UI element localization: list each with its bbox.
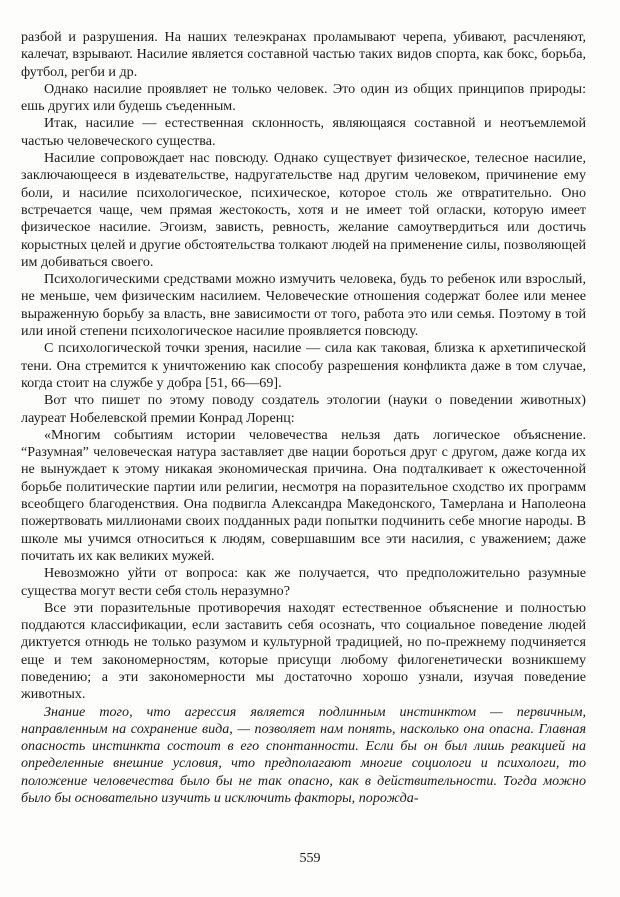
paragraph: разбой и разрушения. На наших телеэкранах проламывают черепа, убивают, расчленяют, калечат, взрывают. Насилие является составной частью таких видов спорта, как бокс, борьба, футбол, регби и др.	[21, 29, 586, 80]
paragraph: С психологической точки зрения, насилие — сила как таковая, близка к архетипической тени. Она стремится к уничтожению как способу разрешения конфликта даже в том случае, когда стоит на службе у добра [51, 66—69].	[21, 340, 586, 391]
body-text	[21, 29, 586, 807]
paragraph: Вот что пишет по этому поводу создатель этологии (науки о поведении животных) лауреат Нобелевской премии Конрад Лоренц:	[21, 392, 586, 426]
quote-paragraph: «Многим событиям истории человечества нельзя дать логическое объяснение. “Разумная” человеческая натура заставляет две нации бороться друг с другом, даже когда их не вынуждает к этому никакая экономическая причина. Она подталкивает к ожесточенной борьбе политические партии или религии, несмотря на поразительное сходство их программ всеобщего благоденствия. Она подвигла Александра Македонского, Тамерлана и Наполеона пожертвовать миллионами своих подданных ради попытки подчинить себе многие народы. В школе мы учимся относиться к людям, совершавшим все эти насилия, с уважением; даже почитать их как великих мужей.	[21, 426, 586, 564]
paragraph: Насилие сопровождает нас повсюду. Однако существует физическое, телесное насилие, заключающееся в издевательстве, надругательстве над другим человеком, причинение ему боли, и насилие психологическое, психическое, которое столь же отвратительно. Оно встречается чаще, чем прямая жестокость, хотя и не имеет той огласки, которую имеет физическое насилие. Эгоизм, зависть, ревность, желание самоутвердиться или достичь корыстных целей и другие обстоятельства толкают людей на применение силы, позволяющей им добиваться своего.	[21, 150, 586, 270]
paragraph: Однако насилие проявляет не только человек. Это один из общих принципов природы: ешь других или будешь съеденным.	[21, 80, 586, 115]
paragraph: Психологическими средствами можно измучить человека, будь то ребенок или взрослый, не меньше, чем физическим насилием. Человеческие отношения содержат более или менее выраженную борьбу за власть, вне зависимости от того, работа это или семья. Поэтому в той или иной степени психологическое насилие проявляется повсюду.	[21, 271, 586, 340]
page-number: 559	[299, 851, 321, 866]
quote-paragraph: Невозможно уйти от вопроса: как же получается, что предположительно разумные существа могут вести себя столь неразумно?	[21, 565, 586, 599]
italic-paragraph: Знание того, что агрессия является подлинным инстинктом — первичным, направленным на сохранение вида, — позволяет нам понять, насколько она опасна. Главная опасность инстинкта состоит в его спонтанности. Если бы он был лишь реакцией на определенные внешние условия, что предполагают многие социологи и психологи, то положение человечества было бы не так опасно, как в действительности. Тогда можно было бы основательно изучить и исключить факторы, порожда-	[21, 703, 586, 807]
quote-paragraph: Все эти поразительные противоречия находят естественное объяснение и полностью поддаются классификации, если заставить себя осознать, что социальное поведение людей диктуется отнюдь не только разумом и культурной традицией, но по-прежнему подчиняется еще и тем закономерностям, которые присущи любому филогенетически возникшему поведению; а эти закономерности мы достаточно хорошо узнали, изучая поведение животных.	[21, 599, 586, 703]
paragraph: Итак, насилие — естественная склонность, являющаяся составной и неотъемлемой частью человеческого существа.	[21, 115, 586, 149]
